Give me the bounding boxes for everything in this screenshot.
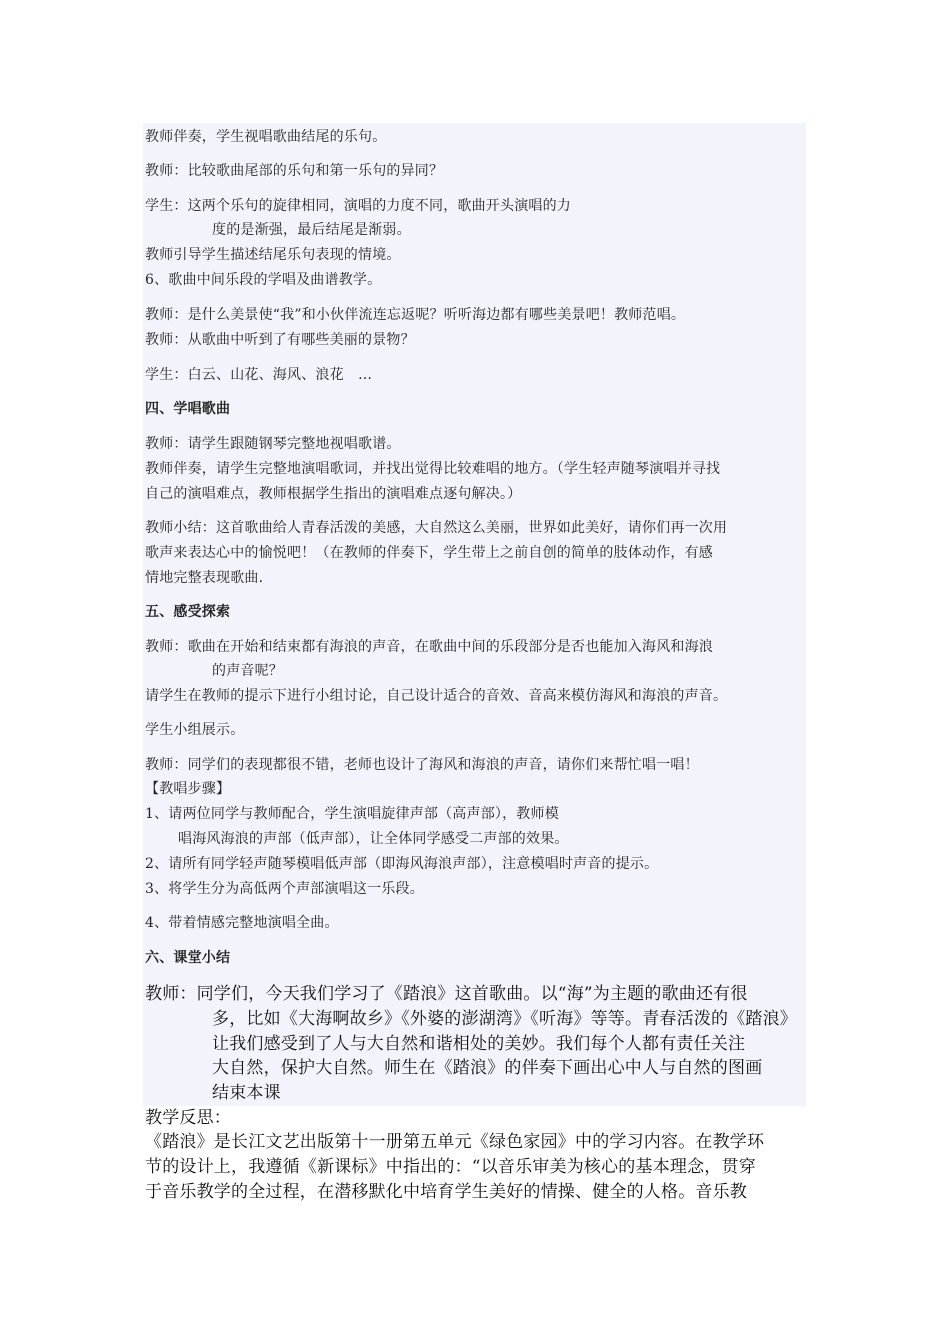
- section-heading: 五、感受探索: [145, 604, 231, 620]
- text-line: 学生小组展示。: [145, 722, 245, 738]
- text-line: 教师小结：这首歌曲给人青春活泼的美感，大自然这么美丽，世界如此美好，请你们再一次用: [145, 520, 728, 536]
- text-line: 6、歌曲中间乐段的学唱及曲谱教学。: [145, 272, 382, 288]
- text-line: 度的是渐强，最后结尾是渐弱。: [212, 222, 411, 238]
- text-line: 让我们感受到了人与大自然和谐相处的美妙。我们每个人都有责任关注: [212, 1034, 746, 1054]
- text-line: 【教唱步骤】: [145, 781, 231, 797]
- text-line: 教师：歌曲在开始和结束都有海浪的声音，在歌曲中间的乐段部分是否也能加入海风和海浪: [145, 639, 713, 655]
- text-line: 教师：同学们的表现都很不错，老师也设计了海风和海浪的声音，请你们来帮忙唱一唱！: [145, 757, 699, 773]
- text-line: 教师引导学生描述结尾乐句表现的情境。: [145, 247, 401, 263]
- text-line: 2、请所有同学轻声随琴模唱低声部（即海风海浪声部），注意模唱时声音的提示。: [145, 856, 659, 872]
- text-line: 歌声来表达心中的愉悦吧！（在教师的伴奏下，学生带上之前自创的简单的肢体动作，有感: [145, 545, 713, 561]
- text-line: 请学生在教师的提示下进行小组讨论，自己设计适合的音效、音高来模仿海风和海浪的声音。: [145, 688, 728, 704]
- text-line: 结束本课: [212, 1083, 281, 1103]
- text-line: 教师伴奏，学生视唱歌曲结尾的乐句。: [145, 129, 387, 145]
- section-heading: 四、学唱歌曲: [145, 401, 231, 417]
- text-line: 教师：从歌曲中听到了有哪些美丽的景物？: [145, 332, 415, 348]
- text-line: 大自然，保护大自然。师生在《踏浪》的伴奏下画出心中人与自然的图画: [212, 1058, 763, 1078]
- text-line: 教师：同学们，今天我们学习了《踏浪》这首歌曲。以“海”为主题的歌曲还有很: [145, 984, 748, 1004]
- text-line: 学生：这两个乐句的旋律相同，演唱的力度不同，歌曲开头演唱的力: [145, 198, 571, 214]
- text-line: 3、将学生分为高低两个声部演唱这一乐段。: [145, 881, 424, 897]
- text-line: 唱海风海浪的声部（低声部），让全体同学感受二声部的效果。: [178, 831, 569, 847]
- text-line: 学生：白云、山花、海风、浪花 …: [145, 367, 373, 383]
- text-line: 自己的演唱难点，教师根据学生指出的演唱难点逐句解决。）: [145, 486, 522, 502]
- text-line: 教师：是什么美景使“我”和小伙伴流连忘返呢？听听海边都有哪些美景吧！教师范唱。: [145, 307, 686, 323]
- text-line: 情地完整表现歌曲.: [145, 570, 264, 586]
- text-line: 节的设计上，我遵循《新课标》中指出的：“以音乐审美为核心的基本理念，贯穿: [145, 1157, 756, 1177]
- section-heading: 教学反思：: [145, 1108, 231, 1128]
- text-line: 教师：请学生跟随钢琴完整地视唱歌谱。: [145, 436, 401, 452]
- text-line: 多，比如《大海啊故乡》《外婆的澎湖湾》《听海》等等。青春活泼的《踏浪》: [212, 1009, 797, 1029]
- text-line: 教师：比较歌曲尾部的乐句和第一乐句的异同？: [145, 163, 444, 179]
- text-line: 4、带着情感完整地演唱全曲。: [145, 915, 339, 931]
- text-line: 于音乐教学的全过程，在潜移默化中培育学生美好的情操、健全的人格。音乐教: [145, 1182, 747, 1202]
- text-line: 的声音呢？: [212, 663, 283, 679]
- section-heading: 六、课堂小结: [145, 950, 231, 966]
- text-line: 《踏浪》是长江文艺出版第十一册第五单元《绿色家园》中的学习内容。在教学环: [145, 1132, 765, 1152]
- text-line: 1、请两位同学与教师配合，学生演唱旋律声部（高声部），教师模: [145, 806, 559, 822]
- text-line: 教师伴奏，请学生完整地演唱歌词，并找出觉得比较难唱的地方。（学生轻声随琴演唱并寻找: [145, 461, 721, 477]
